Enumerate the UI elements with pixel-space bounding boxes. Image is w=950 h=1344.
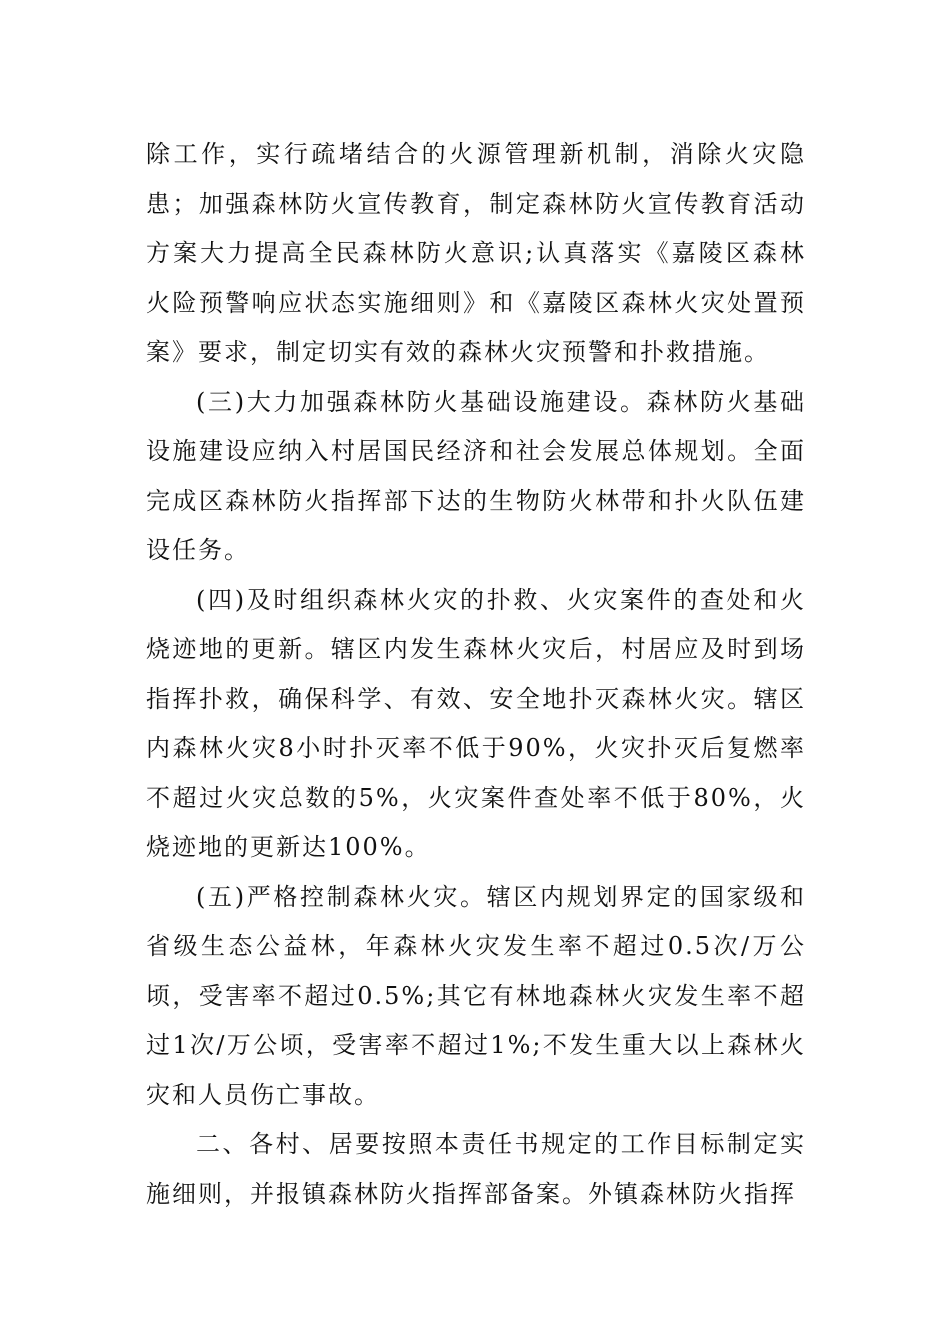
document-body — [146, 130, 806, 1219]
paragraph-section-three: (三)大力加强森林防火基础设施建设。森林防火基础设施建设应纳入村居国民经济和社会发展总体规划。全面完成区森林防火指挥部下达的生物防火林带和扑火队伍建设任务。 — [146, 387, 806, 564]
paragraph-section-five: (五)严格控制森林火灾。辖区内规划界定的国家级和省级生态公益林，年森林火灾发生率不超过0.5次/万公顷，受害率不超过0.5%;其它有林地森林火灾发生率不超过1次/万公顷，受害率不超过1%;不发生重大以上森林火灾和人员伤亡事故。 — [146, 882, 806, 1109]
paragraph-item-two: 二、各村、居要按照本责任书规定的工作目标制定实施细则，并报镇森林防火指挥部备案。外镇森林防火指挥 — [146, 1130, 806, 1208]
paragraph-section-four: (四)及时组织森林火灾的扑救、火灾案件的查处和火烧迹地的更新。辖区内发生森林火灾后，村居应及时到场指挥扑救，确保科学、有效、安全地扑灭森林火灾。辖区内森林火灾8小时扑灭率不低于90%，火灾扑灭后复燃率不超过火灾总数的5%，火灾案件查处率不低于80%，火烧迹地的更新达100%。 — [146, 585, 806, 861]
paragraph-continuation: 除工作，实行疏堵结合的火源管理新机制，消除火灾隐患；加强森林防火宣传教育，制定森林防火宣传教育活动方案大力提高全民森林防火意识;认真落实《嘉陵区森林火险预警响应状态实施细则》和《嘉陵区森林火灾处置预案》要求，制定切实有效的森林火灾预警和扑救措施。 — [146, 140, 806, 366]
